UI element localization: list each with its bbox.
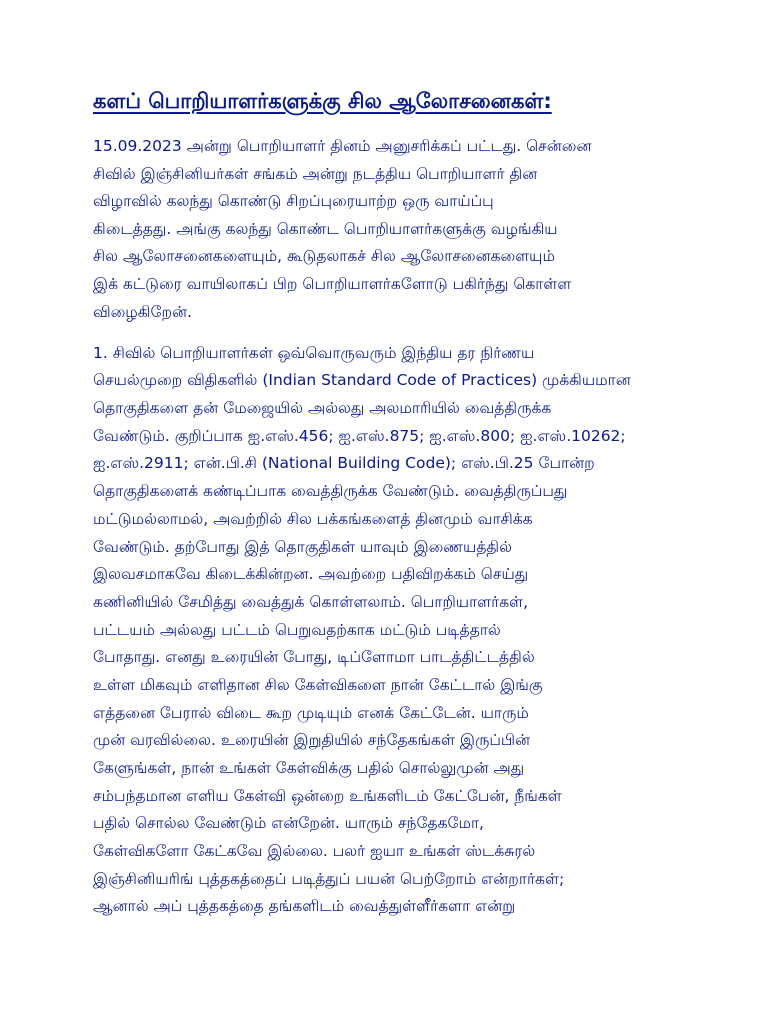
paragraph-1-line: சில ஆலோசனைகளையும், கூடுதலாகச் சில ஆலோசனைகளையும் [93,247,555,265]
paragraph-1-line: 15.09.2023 அன்று பொறியாளர் தினம் அனுசரிக்கப் பட்டது. சென்னை [93,137,592,155]
paragraph-1-line: கிடைத்தது. அங்கு கலந்து கொண்ட பொறியாளர்களுக்கு வழங்கிய [93,220,558,238]
document-title: களப் பொறியாளர்களுக்கு சில ஆலோசனைகள்: [93,89,552,113]
paragraph-2-line: பதில் சொல்ல வேண்டும் என்றேன். யாரும் சந்தேகமோ, [93,814,484,832]
paragraph-2-line: செயல்முறை விதிகளில் (Indian Standard Code of Practices) முக்கியமான [93,371,631,389]
paragraph-2-line: 1. சிவில் பொறியாளர்கள் ஒவ்வொருவரும் இந்திய தர நிர்ணய [93,344,535,362]
paragraph-2-line: தொகுதிகளைக் கண்டிப்பாக வைத்திருக்க வேண்டும். வைத்திருப்பது [93,482,568,500]
paragraph-2-line: வேண்டும். குறிப்பாக ஐ.எஸ்.456; ஐ.எஸ்.875; ஐ.எஸ்.800; ஐ.எஸ்.10262; [93,427,626,445]
paragraph-2-line: கணினியில் சேமித்து வைத்துக் கொள்ளலாம். பொறியாளர்கள், [93,593,529,611]
paragraph-2-line: உள்ள மிகவும் எளிதான சில கேள்விகளை நான் கேட்டால் இங்கு [93,676,543,694]
paragraph-2-line: சம்பந்தமான எளிய கேள்வி ஒன்றை உங்களிடம் கேட்பேன், நீங்கள் [93,787,562,805]
paragraph-1-line: விழாவில் கலந்து கொண்டு சிறப்புரையாற்ற ஒரு வாய்ப்பு [93,192,494,210]
paragraph-1-line: இக் கட்டுரை வாயிலாகப் பிற பொறியாளர்களோடு பகிர்ந்து கொள்ள [93,275,572,293]
paragraph-2-line: கேளுங்கள், நான் உங்கள் கேள்விக்கு பதில் சொல்லுமுன் அது [93,759,525,777]
paragraph-2-line: இலவசமாகவே கிடைக்கின்றன. அவற்றை பதிவிறக்கம் செய்து [93,565,529,583]
paragraph-2-line: முன் வரவில்லை. உரையின் இறுதியில் சந்தேகங்கள் இருப்பின் [93,731,531,749]
paragraph-1-line: விழைகிறேன். [93,303,192,321]
paragraph-2-line: போதாது. எனது உரையின் போது, டிப்ளோமா பாடத்திட்டத்தில் [93,648,535,666]
paragraph-2-line: ஐ.எஸ்.2911; என்.பி.சி (National Building Code); எஸ்.பி.25 போன்ற [93,454,595,472]
paragraph-2-line: எத்தனை பேரால் விடை கூற முடியும் எனக் கேட்டேன். யாரும் [93,704,529,722]
paragraph-2-line: இஞ்சினியரிங் புத்தகத்தைப் படித்துப் பயன் பெற்றோம் என்றார்கள்; [93,870,565,888]
paragraph-1-line: சிவில் இஞ்சினியர்கள் சங்கம் அன்று நடத்திய பொறியாளர் தின [93,165,538,183]
paragraph-2-line: பட்டயம் அல்லது பட்டம் பெறுவதற்காக மட்டும் படித்தால் [93,621,501,639]
paragraph-2-line: வேண்டும். தற்போது இத் தொகுதிகள் யாவும் இணையத்தில் [93,538,512,556]
paragraph-2-line: கேள்விகளோ கேட்கவே இல்லை. பலர் ஐயா உங்கள் ஸ்டக்சுரல் [93,842,536,860]
paragraph-2-line: மட்டுமல்லாமல், அவற்றில் சில பக்கங்களைத் தினமும் வாசிக்க [93,510,533,528]
paragraph-2-line: தொகுதிகளை தன் மேஜையில் அல்லது அலமாரியில் வைத்திருக்க [93,399,552,417]
paragraph-2-line: ஆனால் அப் புத்தகத்தை தங்களிடம் வைத்துள்ளீர்களா என்று [93,897,516,915]
